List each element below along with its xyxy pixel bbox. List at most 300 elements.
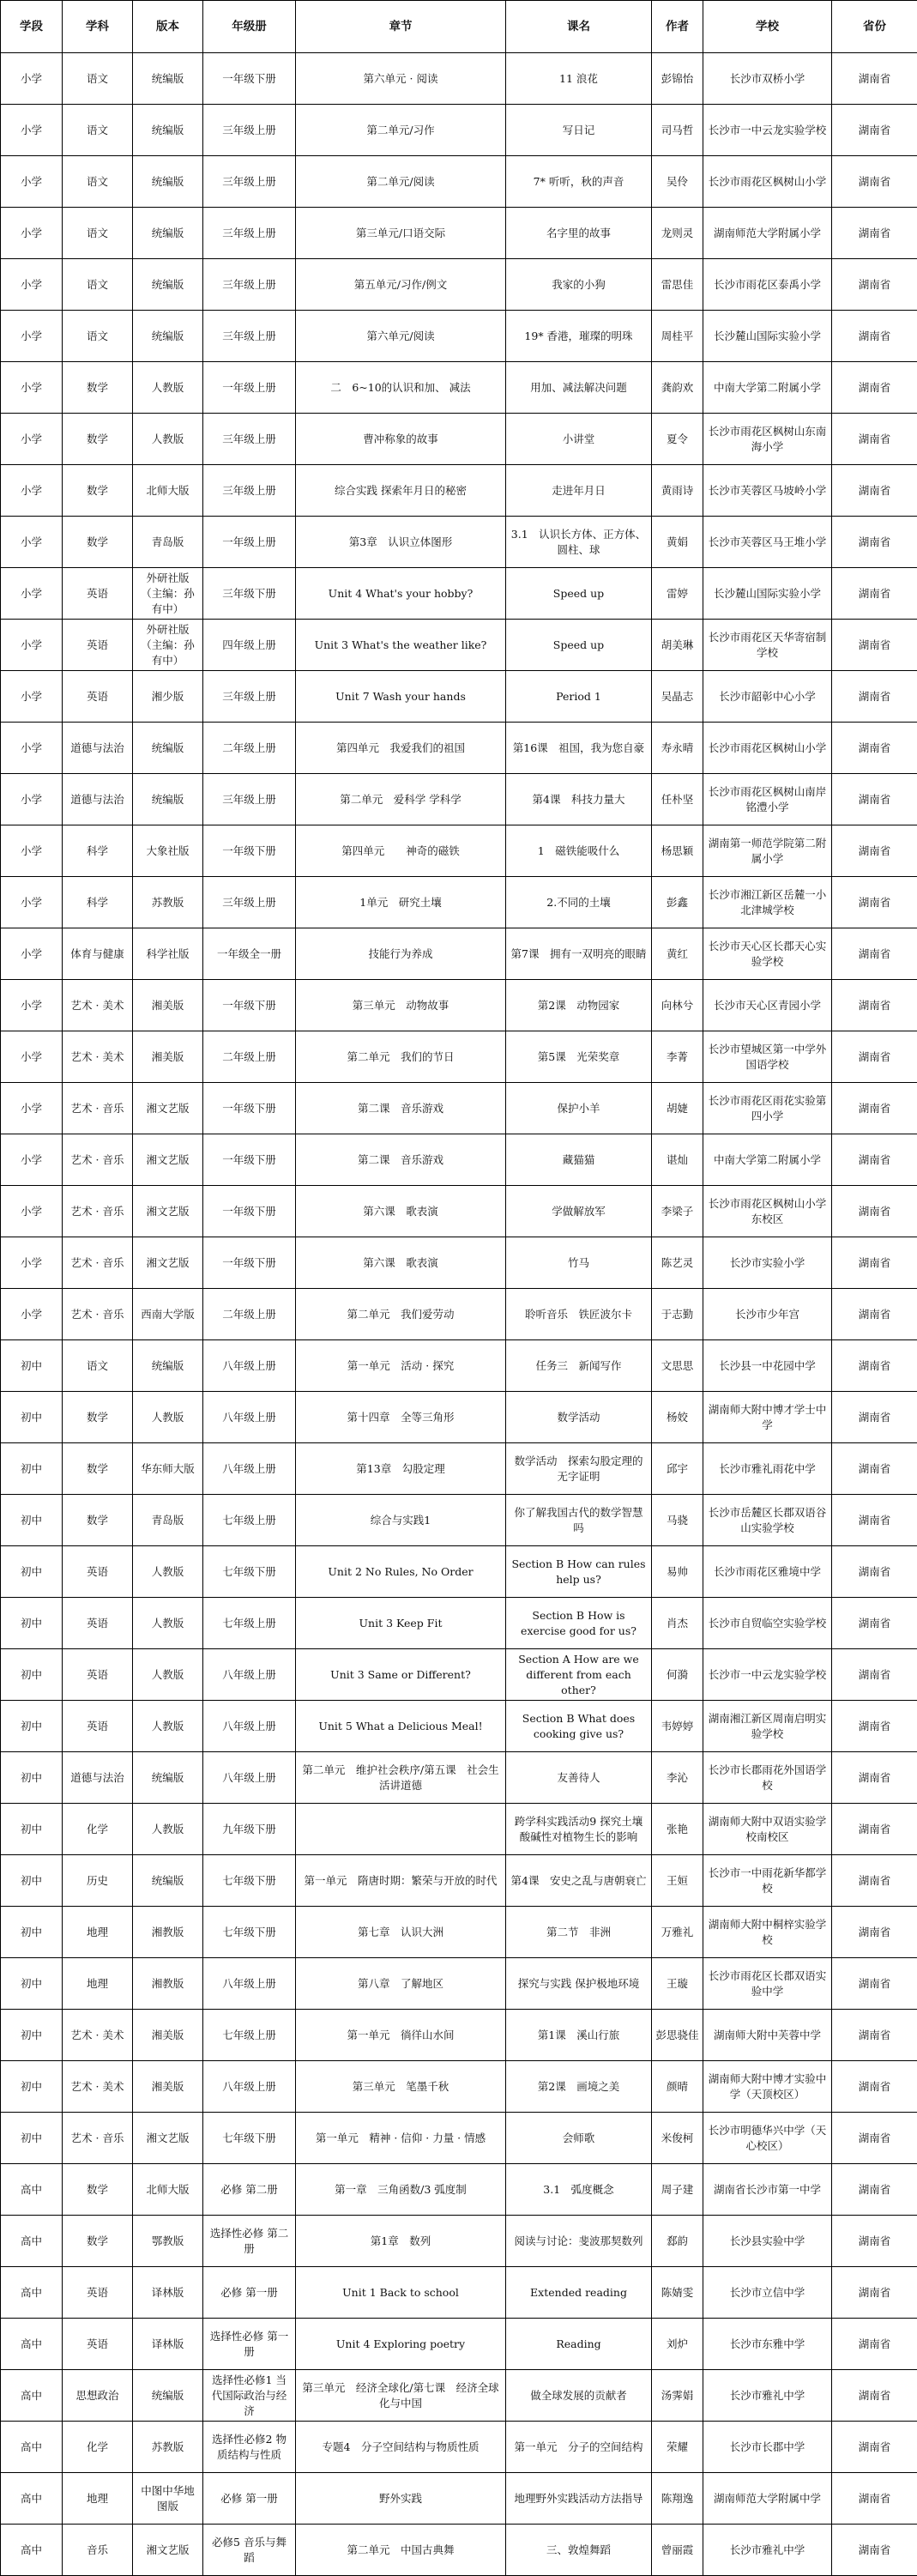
stage-cell: 高中 [1, 2473, 63, 2525]
chapter-cell: 第二单元 我们的节日 [296, 1031, 506, 1083]
lesson-cell: Extended reading [506, 2267, 652, 2319]
author-cell: 杨思颖 [652, 825, 703, 877]
province-cell: 湖南省 [832, 1804, 917, 1855]
author-cell: 李菁 [652, 1031, 703, 1083]
subject-cell: 数学 [63, 2216, 133, 2267]
stage-cell: 小学 [1, 105, 63, 156]
edition-cell: 统编版 [133, 723, 203, 774]
author-cell: 王璇 [652, 1958, 703, 2010]
edition-cell: 统编版 [133, 105, 203, 156]
stage-cell: 高中 [1, 2164, 63, 2216]
grade-cell: 八年级上册 [203, 1701, 296, 1752]
grade-cell: 必修 第二册 [203, 2164, 296, 2216]
edition-cell: 人教版 [133, 1701, 203, 1752]
grade-cell: 一年级下册 [203, 980, 296, 1031]
lesson-cell: 保护小羊 [506, 1083, 652, 1134]
chapter-cell: 第六课 歌表演 [296, 1237, 506, 1289]
edition-cell: 统编版 [133, 1752, 203, 1804]
subject-cell: 地理 [63, 2473, 133, 2525]
subject-cell: 音乐 [63, 2525, 133, 2576]
author-cell: 陈艺灵 [652, 1237, 703, 1289]
edition-cell: 科学社版 [133, 928, 203, 980]
author-cell: 黄娟 [652, 517, 703, 568]
table-row [1, 1907, 917, 1958]
chapter-cell: 第七章 认识大洲 [296, 1907, 506, 1958]
table-row [1, 1186, 917, 1237]
lesson-cell: 第二节 非洲 [506, 1907, 652, 1958]
author-cell: 曾丽霞 [652, 2525, 703, 2576]
stage-cell: 高中 [1, 2267, 63, 2319]
school-cell: 长沙市芙蓉区马坡岭小学 [703, 465, 832, 517]
chapter-cell: 第二单元 我们爱劳动 [296, 1289, 506, 1340]
chapter-cell: 第二单元 维护社会秩序/第五课 社会生活讲道德 [296, 1752, 506, 1804]
lesson-cell: Section B How is exercise good for us? [506, 1598, 652, 1649]
author-cell: 彭鑫 [652, 877, 703, 928]
school-cell: 长沙市雨花区枫树山东南海小学 [703, 414, 832, 465]
school-cell: 长沙市双桥小学 [703, 53, 832, 105]
table-row [1, 1443, 917, 1495]
province-cell: 湖南省 [832, 2216, 917, 2267]
school-cell: 长沙麓山国际实验小学 [703, 568, 832, 620]
stage-cell: 初中 [1, 1958, 63, 2010]
table-row [1, 2061, 917, 2113]
grade-cell: 三年级上册 [203, 465, 296, 517]
school-cell: 湖南湘江新区周南启明实验学校 [703, 1701, 832, 1752]
edition-cell: 统编版 [133, 1340, 203, 1392]
table-row [1, 1855, 917, 1907]
grade-cell: 三年级上册 [203, 877, 296, 928]
edition-cell: 统编版 [133, 208, 203, 259]
author-cell: 周子建 [652, 2164, 703, 2216]
edition-cell: 统编版 [133, 156, 203, 208]
grade-cell: 三年级下册 [203, 568, 296, 620]
subject-cell: 历史 [63, 1855, 133, 1907]
author-cell: 邱宇 [652, 1443, 703, 1495]
edition-cell: 湘文艺版 [133, 1134, 203, 1186]
table-row [1, 928, 917, 980]
grade-cell: 七年级下册 [203, 2113, 296, 2164]
author-cell: 雷思佳 [652, 259, 703, 311]
author-cell: 胡美琳 [652, 620, 703, 671]
province-cell: 湖南省 [832, 465, 917, 517]
edition-cell: 青岛版 [133, 1495, 203, 1546]
table-row [1, 774, 917, 825]
author-cell: 汤霁娟 [652, 2370, 703, 2422]
edition-cell: 北师大版 [133, 465, 203, 517]
subject-cell: 语文 [63, 105, 133, 156]
stage-cell: 小学 [1, 928, 63, 980]
school-cell: 长沙市岳麓区长郡双语谷山实验学校 [703, 1495, 832, 1546]
subject-cell: 道德与法治 [63, 1752, 133, 1804]
subject-cell: 英语 [63, 671, 133, 723]
grade-cell: 必修 第一册 [203, 2267, 296, 2319]
grade-cell: 八年级上册 [203, 1752, 296, 1804]
lesson-cell: 探究与实践 保护极地环境 [506, 1958, 652, 2010]
stage-cell: 初中 [1, 1340, 63, 1392]
edition-cell: 中图中华地图版 [133, 2473, 203, 2525]
stage-cell: 初中 [1, 1701, 63, 1752]
header-grade: 年级册 [203, 1, 296, 53]
chapter-cell: 综合实践 探索年月日的秘密 [296, 465, 506, 517]
table-row [1, 1958, 917, 2010]
edition-cell: 湘美版 [133, 1031, 203, 1083]
subject-cell: 语文 [63, 53, 133, 105]
author-cell: 黄雨诗 [652, 465, 703, 517]
table-row [1, 517, 917, 568]
school-cell: 长沙市雅礼中学 [703, 2370, 832, 2422]
chapter-cell: 第二单元/习作 [296, 105, 506, 156]
stage-cell: 小学 [1, 774, 63, 825]
edition-cell: 苏教版 [133, 2422, 203, 2473]
stage-cell: 初中 [1, 1649, 63, 1701]
province-cell: 湖南省 [832, 1495, 917, 1546]
school-cell: 长沙市雨花区泰禹小学 [703, 259, 832, 311]
lesson-cell: 学做解放军 [506, 1186, 652, 1237]
author-cell: 郄韵 [652, 2216, 703, 2267]
edition-cell: 湘文艺版 [133, 1186, 203, 1237]
author-cell: 雷婷 [652, 568, 703, 620]
stage-cell: 小学 [1, 465, 63, 517]
author-cell: 万雅礼 [652, 1907, 703, 1958]
edition-cell: 湘文艺版 [133, 2113, 203, 2164]
table-row [1, 1701, 917, 1752]
subject-cell: 体育与健康 [63, 928, 133, 980]
chapter-cell: 第二课 音乐游戏 [296, 1134, 506, 1186]
chapter-cell: Unit 1 Back to school [296, 2267, 506, 2319]
subject-cell: 数学 [63, 517, 133, 568]
grade-cell: 二年级上册 [203, 1031, 296, 1083]
lesson-cell: 你了解我国古代的数学智慧吗 [506, 1495, 652, 1546]
province-cell: 湖南省 [832, 1134, 917, 1186]
table-row [1, 53, 917, 105]
lesson-cell: 地理野外实践活动方法指导 [506, 2473, 652, 2525]
author-cell: 肖杰 [652, 1598, 703, 1649]
province-cell: 湖南省 [832, 105, 917, 156]
edition-cell: 湘美版 [133, 2010, 203, 2061]
grade-cell: 选择性必修2 物质结构与性质 [203, 2422, 296, 2473]
province-cell: 湖南省 [832, 156, 917, 208]
subject-cell: 道德与法治 [63, 723, 133, 774]
grade-cell: 必修5 音乐与舞蹈 [203, 2525, 296, 2576]
stage-cell: 初中 [1, 1495, 63, 1546]
stage-cell: 小学 [1, 208, 63, 259]
province-cell: 湖南省 [832, 1289, 917, 1340]
province-cell: 湖南省 [832, 1443, 917, 1495]
grade-cell: 选择性必修1 当代国际政治与经济 [203, 2370, 296, 2422]
edition-cell: 湘文艺版 [133, 2525, 203, 2576]
subject-cell: 科学 [63, 825, 133, 877]
grade-cell: 四年级上册 [203, 620, 296, 671]
chapter-cell: 第二单元/阅读 [296, 156, 506, 208]
subject-cell: 数学 [63, 1392, 133, 1443]
author-cell: 向林兮 [652, 980, 703, 1031]
chapter-cell: 第十四章 全等三角形 [296, 1392, 506, 1443]
header-stage: 学段 [1, 1, 63, 53]
table-row [1, 465, 917, 517]
grade-cell: 一年级上册 [203, 517, 296, 568]
school-cell: 湖南师大附中博才实验中学（天顶校区） [703, 2061, 832, 2113]
school-cell: 湖南师大附中双语实验学校南校区 [703, 1804, 832, 1855]
subject-cell: 英语 [63, 1598, 133, 1649]
author-cell: 易帅 [652, 1546, 703, 1598]
school-cell: 湖南省长沙市第一中学 [703, 2164, 832, 2216]
subject-cell: 化学 [63, 2422, 133, 2473]
author-cell: 马骁 [652, 1495, 703, 1546]
subject-cell: 数学 [63, 1495, 133, 1546]
grade-cell: 七年级上册 [203, 2010, 296, 2061]
lesson-cell: Speed up [506, 620, 652, 671]
author-cell: 韦婷婷 [652, 1701, 703, 1752]
lesson-cell: 聆听音乐 铁匠波尔卡 [506, 1289, 652, 1340]
table-row [1, 414, 917, 465]
province-cell: 湖南省 [832, 825, 917, 877]
stage-cell: 小学 [1, 1186, 63, 1237]
author-cell: 司马哲 [652, 105, 703, 156]
subject-cell: 艺术 · 美术 [63, 1031, 133, 1083]
grade-cell: 选择性必修 第一册 [203, 2319, 296, 2370]
lesson-cell: 做全球发展的贡献者 [506, 2370, 652, 2422]
grade-cell: 一年级上册 [203, 362, 296, 414]
stage-cell: 高中 [1, 2422, 63, 2473]
table-row [1, 1804, 917, 1855]
header-edition: 版本 [133, 1, 203, 53]
edition-cell: 湘文艺版 [133, 1237, 203, 1289]
chapter-cell: 第13章 勾股定理 [296, 1443, 506, 1495]
lesson-cell: 藏猫猫 [506, 1134, 652, 1186]
author-cell: 刘炉 [652, 2319, 703, 2370]
stage-cell: 小学 [1, 414, 63, 465]
author-cell: 杨姣 [652, 1392, 703, 1443]
subject-cell: 数学 [63, 465, 133, 517]
lesson-cell: 第一单元 分子的空间结构 [506, 2422, 652, 2473]
author-cell: 任朴坚 [652, 774, 703, 825]
grade-cell: 一年级下册 [203, 1186, 296, 1237]
school-cell: 长沙市雅礼雨花中学 [703, 1443, 832, 1495]
table-row [1, 825, 917, 877]
edition-cell: 人教版 [133, 414, 203, 465]
author-cell: 夏令 [652, 414, 703, 465]
subject-cell: 语文 [63, 259, 133, 311]
chapter-cell [296, 1804, 506, 1855]
grade-cell: 七年级上册 [203, 1495, 296, 1546]
grade-cell: 八年级上册 [203, 1340, 296, 1392]
province-cell: 湖南省 [832, 414, 917, 465]
chapter-cell: 野外实践 [296, 2473, 506, 2525]
lesson-cell: Section B How can rules help us? [506, 1546, 652, 1598]
lesson-cell: 阅读与讨论：斐波那契数列 [506, 2216, 652, 2267]
table-row [1, 1083, 917, 1134]
chapter-cell: 第五单元/习作/例文 [296, 259, 506, 311]
edition-cell: 西南大学版 [133, 1289, 203, 1340]
school-cell: 长沙市雨花区枫树山小学东校区 [703, 1186, 832, 1237]
edition-cell: 人教版 [133, 1649, 203, 1701]
chapter-cell: 第一单元 活动 · 探究 [296, 1340, 506, 1392]
lesson-cell: 我家的小狗 [506, 259, 652, 311]
province-cell: 湖南省 [832, 1186, 917, 1237]
table-row [1, 2113, 917, 2164]
grade-cell: 七年级上册 [203, 1598, 296, 1649]
school-cell: 长沙市天心区青园小学 [703, 980, 832, 1031]
subject-cell: 英语 [63, 620, 133, 671]
table-row [1, 1134, 917, 1186]
table-row [1, 105, 917, 156]
lesson-cell: 11 浪花 [506, 53, 652, 105]
province-cell: 湖南省 [832, 2164, 917, 2216]
author-cell: 谌灿 [652, 1134, 703, 1186]
grade-cell: 八年级上册 [203, 1958, 296, 2010]
subject-cell: 语文 [63, 311, 133, 362]
grade-cell: 一年级下册 [203, 1237, 296, 1289]
chapter-cell: 第二单元 爱科学 学科学 [296, 774, 506, 825]
subject-cell: 化学 [63, 1804, 133, 1855]
grade-cell: 八年级上册 [203, 1392, 296, 1443]
table-row [1, 1598, 917, 1649]
subject-cell: 英语 [63, 1546, 133, 1598]
table-row [1, 1289, 917, 1340]
table-row [1, 2010, 917, 2061]
author-cell: 彭思骁佳 [652, 2010, 703, 2061]
province-cell: 湖南省 [832, 620, 917, 671]
author-cell: 陈婧雯 [652, 2267, 703, 2319]
province-cell: 湖南省 [832, 1649, 917, 1701]
grade-cell: 二年级上册 [203, 1289, 296, 1340]
subject-cell: 道德与法治 [63, 774, 133, 825]
table-row [1, 208, 917, 259]
grade-cell: 三年级上册 [203, 156, 296, 208]
edition-cell: 青岛版 [133, 517, 203, 568]
province-cell: 湖南省 [832, 259, 917, 311]
grade-cell: 八年级上册 [203, 1649, 296, 1701]
chapter-cell: 技能行为养成 [296, 928, 506, 980]
lesson-cell: 跨学科实践活动9 探究土壤酸碱性对植物生长的影响 [506, 1804, 652, 1855]
edition-cell: 人教版 [133, 1392, 203, 1443]
chapter-cell: Unit 3 Keep Fit [296, 1598, 506, 1649]
edition-cell: 统编版 [133, 259, 203, 311]
subject-cell: 英语 [63, 2319, 133, 2370]
subject-cell: 科学 [63, 877, 133, 928]
province-cell: 湖南省 [832, 1598, 917, 1649]
school-cell: 长沙市一中云龙实验学校 [703, 1649, 832, 1701]
edition-cell: 人教版 [133, 1804, 203, 1855]
province-cell: 湖南省 [832, 2010, 917, 2061]
province-cell: 湖南省 [832, 517, 917, 568]
edition-cell: 大象社版 [133, 825, 203, 877]
subject-cell: 艺术 · 音乐 [63, 1083, 133, 1134]
subject-cell: 艺术 · 音乐 [63, 1237, 133, 1289]
province-cell: 湖南省 [832, 2113, 917, 2164]
table-row [1, 1237, 917, 1289]
province-cell: 湖南省 [832, 1031, 917, 1083]
table-row [1, 723, 917, 774]
school-cell: 长沙市立信中学 [703, 2267, 832, 2319]
chapter-cell: 第一单元 徜徉山水间 [296, 2010, 506, 2061]
author-cell: 李沁 [652, 1752, 703, 1804]
province-cell: 湖南省 [832, 362, 917, 414]
table-row [1, 1752, 917, 1804]
chapter-cell: 1单元 研究土壤 [296, 877, 506, 928]
province-cell: 湖南省 [832, 928, 917, 980]
lesson-cell: 友善待人 [506, 1752, 652, 1804]
chapter-cell: 第三单元 笔墨千秋 [296, 2061, 506, 2113]
table-row [1, 2422, 917, 2473]
grade-cell: 七年级下册 [203, 1907, 296, 1958]
lesson-cell: Section A How are we different from each other? [506, 1649, 652, 1701]
grade-cell: 一年级下册 [203, 53, 296, 105]
stage-cell: 初中 [1, 2010, 63, 2061]
header-author: 作者 [652, 1, 703, 53]
lesson-cell: 3.1 弧度概念 [506, 2164, 652, 2216]
province-cell: 湖南省 [832, 1958, 917, 2010]
edition-cell: 湘教版 [133, 1907, 203, 1958]
province-cell: 湖南省 [832, 1752, 917, 1804]
subject-cell: 语文 [63, 156, 133, 208]
table-row [1, 877, 917, 928]
stage-cell: 初中 [1, 1804, 63, 1855]
author-cell: 胡婕 [652, 1083, 703, 1134]
header-chapter: 章节 [296, 1, 506, 53]
school-cell: 中南大学第二附属小学 [703, 362, 832, 414]
subject-cell: 艺术 · 音乐 [63, 1134, 133, 1186]
lesson-cell: 数学活动 探索勾股定理的无字证明 [506, 1443, 652, 1495]
edition-cell: 统编版 [133, 311, 203, 362]
province-cell: 湖南省 [832, 2473, 917, 2525]
school-cell: 长沙县一中花园中学 [703, 1340, 832, 1392]
stage-cell: 小学 [1, 1083, 63, 1134]
stage-cell: 小学 [1, 877, 63, 928]
school-cell: 湖南第一师范学院第二附属小学 [703, 825, 832, 877]
header-row [1, 1, 917, 53]
author-cell: 李梁子 [652, 1186, 703, 1237]
subject-cell: 艺术 · 美术 [63, 2061, 133, 2113]
province-cell: 湖南省 [832, 2525, 917, 2576]
stage-cell: 高中 [1, 2370, 63, 2422]
lesson-cell: Period 1 [506, 671, 652, 723]
author-cell: 何漪 [652, 1649, 703, 1701]
stage-cell: 小学 [1, 1237, 63, 1289]
school-cell: 长沙市东雅中学 [703, 2319, 832, 2370]
chapter-cell: 曹冲称象的故事 [296, 414, 506, 465]
subject-cell: 语文 [63, 1340, 133, 1392]
lesson-cell: 第2课 动物园家 [506, 980, 652, 1031]
lesson-cell: 数学活动 [506, 1392, 652, 1443]
chapter-cell: Unit 2 No Rules, No Order [296, 1546, 506, 1598]
edition-cell: 人教版 [133, 1598, 203, 1649]
table-row [1, 2370, 917, 2422]
school-cell: 长沙市一中云龙实验学校 [703, 105, 832, 156]
table-row [1, 362, 917, 414]
grade-cell: 必修 第一册 [203, 2473, 296, 2525]
chapter-cell: 第一单元 隋唐时期：繁荣与开放的时代 [296, 1855, 506, 1907]
table-row [1, 259, 917, 311]
author-cell: 黄红 [652, 928, 703, 980]
subject-cell: 艺术 · 音乐 [63, 1186, 133, 1237]
chapter-cell: 第一单元 精神 · 信仰 · 力量 · 情感 [296, 2113, 506, 2164]
school-cell: 长沙市长郡中学 [703, 2422, 832, 2473]
subject-cell: 地理 [63, 1958, 133, 2010]
chapter-cell: 第三单元 动物故事 [296, 980, 506, 1031]
school-cell: 长沙市雨花区枫树山小学 [703, 723, 832, 774]
school-cell: 长沙市雨花区枫树山南岸铭澧小学 [703, 774, 832, 825]
province-cell: 湖南省 [832, 1855, 917, 1907]
table-row [1, 1340, 917, 1392]
subject-cell: 英语 [63, 1701, 133, 1752]
author-cell: 王姮 [652, 1855, 703, 1907]
school-cell: 湖南师范大学附属中学 [703, 2473, 832, 2525]
edition-cell: 苏教版 [133, 877, 203, 928]
author-cell: 龚韵欢 [652, 362, 703, 414]
lesson-cell: 3.1 认识长方体、正方体、圆柱、球 [506, 517, 652, 568]
province-cell: 湖南省 [832, 1701, 917, 1752]
